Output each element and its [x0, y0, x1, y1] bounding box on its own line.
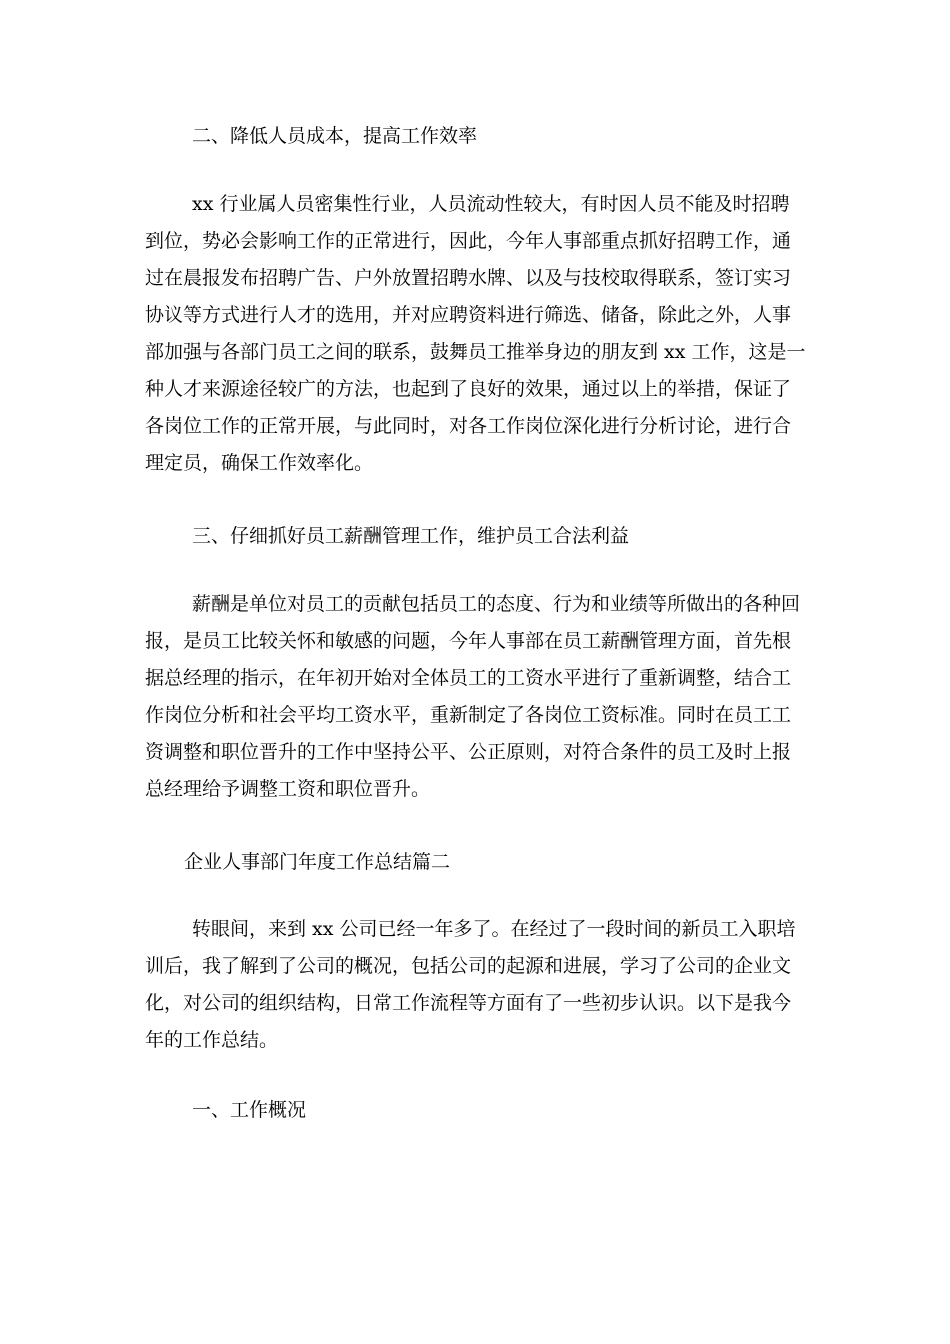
section-2-paragraph: [145, 186, 815, 482]
paragraph-line: 转眼间，来到 xx 公司已经一年多了。在经过了一段时间的新员工入职培: [192, 918, 796, 940]
paragraph-line: 过在晨报发布招聘广告、户外放置招聘水牌、以及与技校取得联系，签订实习: [145, 267, 792, 289]
paragraph-line: 各岗位工作的正常开展，与此同时，对各工作岗位深化进行分析讨论，进行合: [145, 415, 792, 437]
paragraph-line: 据总经理的指示，在年初开始对全体员工的工资水平进行了重新调整，结合工: [145, 667, 792, 689]
part-2-title: 企业人事部门年度工作总结篇二: [184, 851, 451, 873]
paragraph-line: 作岗位分析和社会平均工资水平，重新制定了各岗位工资标准。同时在员工工: [145, 704, 792, 726]
paragraph-line: 总经理给予调整工资和职位晋升。: [145, 778, 431, 800]
paragraph-line: 理定员，确保工作效率化。: [145, 452, 374, 474]
part-2-paragraph: [145, 911, 815, 1059]
paragraph-line: 部加强与各部门员工之间的联系，鼓舞员工推举身边的朋友到 xx 工作，这是一: [145, 341, 806, 363]
section-heading-3: 三、仔细抓好员工薪酬管理工作，维护员工合法利益: [192, 525, 630, 547]
paragraph-line: 资调整和职位晋升的工作中坚持公平、公正原则，对符合条件的员工及时上报: [145, 741, 792, 763]
paragraph-line: xx 行业属人员密集性行业，人员流动性较大，有时因人员不能及时招聘: [192, 193, 790, 215]
paragraph-line: 协议等方式进行人才的选用，并对应聘资料进行筛选、储备，除此之外，人事: [145, 304, 792, 326]
paragraph-line: 到位，势必会影响工作的正常进行，因此，今年人事部重点抓好招聘工作，通: [145, 230, 792, 252]
paragraph-line: 年的工作总结。: [145, 1029, 279, 1051]
part-2-section-heading-1: 一、工作概况: [192, 1099, 307, 1121]
section-3-paragraph: [145, 586, 815, 808]
paragraph-line: 薪酬是单位对员工的贡献包括员工的态度、行为和业绩等所做出的各种回: [192, 593, 801, 615]
paragraph-line: 种人才来源途径较广的方法，也起到了良好的效果，通过以上的举措，保证了: [145, 378, 792, 400]
paragraph-line: 报，是员工比较关怀和敏感的问题，今年人事部在员工薪酬管理方面，首先根: [145, 630, 792, 652]
section-heading-2: 二、降低人员成本，提高工作效率: [192, 125, 478, 147]
paragraph-line: 化，对公司的组织结构，日常工作流程等方面有了一些初步认识。以下是我今: [145, 992, 792, 1014]
paragraph-line: 训后，我了解到了公司的概况，包括公司的起源和进展，学习了公司的企业文: [145, 955, 792, 977]
